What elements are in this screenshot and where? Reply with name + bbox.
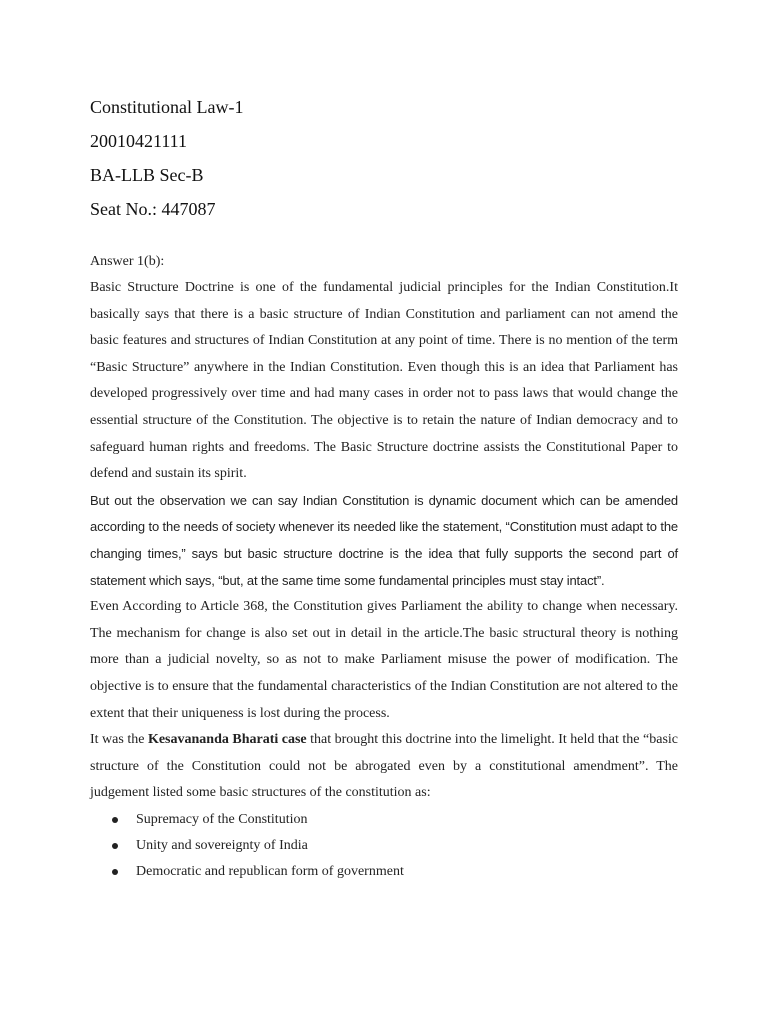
paragraph-article-368: Even According to Article 368, the Constitution gives Parliament the ability to change when necessary. The mechanism for change is also set out in detail in the article.The basic structural theory is nothing more than a judicial novelty, so as not to make Parliament misuse the power of modification. The objective is to ensure that the fundamental characteristics of the Indian Constitution are not altered to the extent that their uniqueness is lost during the process. [90, 599, 678, 721]
paragraph-dynamic-document: But out the observation we can say Indian Constitution is dynamic document which can be amended according to the needs of society whenever its needed like the statement, “Constitution must adapt to the changing times,” says but basic structure doctrine is the idea that fully supports the second part of statement which says, “but, at the same time some fundamental principles must stay intact”. [90, 492, 678, 588]
list-item-text: Supremacy of the Constitution [136, 811, 308, 827]
list-item-text: Democratic and republican form of government [136, 864, 404, 880]
list-item-text: Unity and sovereignty of India [136, 838, 308, 854]
list-item [112, 833, 678, 859]
answer-heading: Answer 1(b): [90, 254, 165, 269]
roll-number: 20010421111 [90, 131, 187, 151]
list-item [112, 859, 678, 885]
seat-number: Seat No.: 447087 [90, 199, 216, 219]
kesavananda-suffix: that brought this doctrine into the limelight. It held that the “basic structure of the Constitution could not be abrogated even by a constitutional amendment”. The judgement listed some basic structures of the constitution as: [90, 732, 678, 801]
bullet-icon [112, 869, 118, 875]
bullet-icon [112, 817, 118, 823]
document-page [90, 90, 678, 886]
list-item [112, 807, 678, 833]
paragraph-kesavananda [90, 727, 678, 807]
paragraph-basic-structure: Basic Structure Doctrine is one of the fundamental judicial principles for the Indian Constitution.It basically says that there is a basic structure of Indian Constitution and parliament can not amend the basic features and structures of Indian Constitution at any point of time. There is no mention of the term “Basic Structure” anywhere in the Indian Constitution. Even though this is an idea that Parliament has developed progressively over time and had many cases in order not to pass laws that would change the essential structure of the Constitution. The objective is to retain the nature of Indian democracy and to safeguard human rights and freedoms. The Basic Structure doctrine assists the Constitutional Paper to defend and sustain its spirit. [90, 280, 678, 482]
kesavananda-case-name: Kesavananda Bharati case [147, 732, 307, 748]
basic-structures-list [90, 807, 678, 886]
course-title: Constitutional Law-1 [90, 97, 244, 117]
kesavananda-prefix: It was the [90, 732, 148, 748]
bullet-icon [112, 843, 118, 849]
program-section: BA-LLB Sec-B [90, 165, 204, 185]
